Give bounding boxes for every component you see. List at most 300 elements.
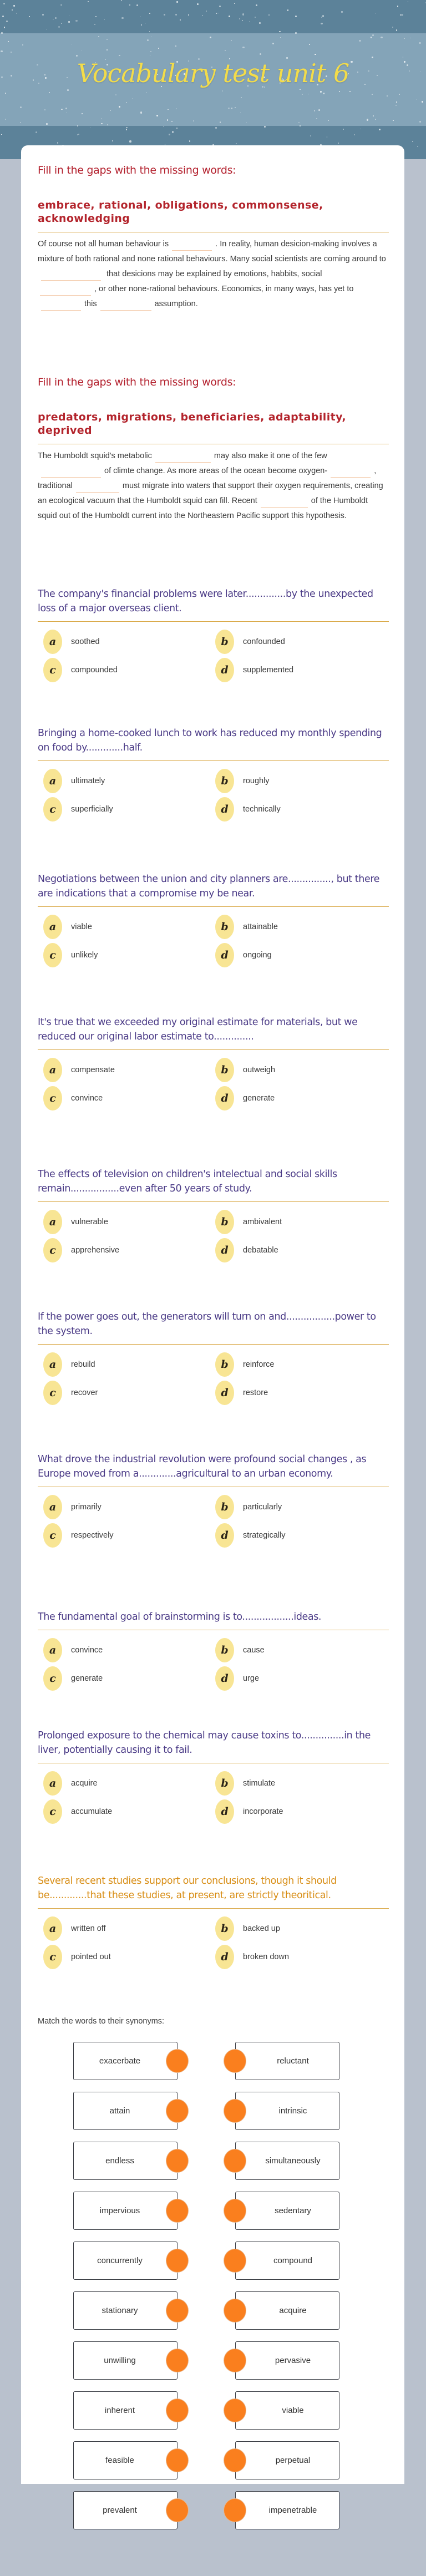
match-left-label: exacerbate — [99, 2056, 141, 2066]
match-left-label: inherent — [104, 2406, 135, 2415]
match-right-item[interactable] — [235, 2092, 339, 2130]
option-label: supplemented — [243, 666, 294, 675]
snowflake-decoration — [6, 21, 8, 22]
option-d[interactable] — [215, 797, 281, 822]
snowflake-decoration — [322, 15, 324, 17]
option-letter-badge: b — [215, 769, 234, 793]
option-label: soothed — [71, 637, 100, 646]
snowflake-decoration — [206, 11, 207, 12]
snowflake-decoration — [295, 32, 297, 34]
match-right-item[interactable] — [235, 2291, 339, 2330]
snowflake-decoration — [256, 4, 257, 6]
match-left-item[interactable] — [73, 2042, 178, 2080]
option-c[interactable] — [43, 1945, 111, 1969]
snowflake-decoration — [61, 23, 62, 24]
text-fragment: of the Humboldt squid out of the Humboldt current into the Northeastern Pacific support this hypothesis. — [38, 496, 368, 520]
fill-heading: Fill in the gaps with the missing words: — [38, 164, 236, 176]
snowflake-decoration — [78, 134, 79, 135]
question-text: The company's financial problems were later..............by the unexpected loss of a major overseas client. — [38, 589, 373, 614]
snowflake-decoration — [392, 27, 393, 28]
option-label: compensate — [71, 1066, 115, 1074]
option-b[interactable] — [215, 1352, 274, 1377]
snowflake-decoration — [176, 128, 178, 129]
text-fragment: of climte change. As more areas of the ocean become oxygen- — [104, 466, 328, 475]
question-text: Several recent studies support our conclusions, though it should be.............that these studies, at present, are strictly theoritical. — [38, 1875, 337, 1901]
snowflake-decoration — [225, 50, 226, 51]
match-connector-dot[interactable] — [166, 2199, 189, 2223]
option-label: compounded — [71, 666, 118, 675]
option-letter-badge: b — [215, 1495, 234, 1519]
option-label: superficially — [71, 805, 113, 814]
text-fragment: this — [84, 300, 97, 308]
question-text: Prolonged exposure to the chemical may cause toxins to...............in the liver, potentially causing it to fail. — [38, 1730, 371, 1756]
option-b[interactable] — [215, 769, 270, 793]
option-letter-badge: a — [43, 1771, 62, 1796]
match-connector-dot[interactable] — [166, 2249, 189, 2273]
option-d[interactable] — [215, 1666, 259, 1691]
snowflake-decoration — [126, 129, 127, 130]
match-right-item[interactable] — [235, 2391, 339, 2430]
snowflake-decoration — [149, 31, 150, 32]
option-a[interactable] — [43, 915, 92, 939]
snowflake-decoration — [36, 131, 37, 133]
match-right-item[interactable] — [235, 2242, 339, 2280]
snowflake-decoration — [327, 136, 328, 138]
option-d[interactable] — [215, 1523, 286, 1548]
option-letter-badge: b — [215, 1916, 234, 1941]
option-label: primarily — [71, 1503, 102, 1512]
snowflake-decoration — [176, 1, 178, 2]
option-letter-badge: b — [215, 630, 234, 654]
option-label: recover — [71, 1388, 98, 1397]
match-left-item[interactable] — [73, 2341, 178, 2380]
options-grid — [38, 1638, 389, 1693]
option-b[interactable] — [215, 1210, 282, 1234]
match-right-item[interactable] — [235, 2142, 339, 2180]
option-letter-badge: c — [43, 1086, 62, 1110]
option-letter-badge: a — [43, 1495, 62, 1519]
gap-input[interactable] — [40, 283, 91, 296]
snowflake-decoration — [422, 101, 423, 102]
snowflake-decoration — [372, 94, 373, 95]
option-letter-badge: a — [43, 915, 62, 939]
question-text: What drove the industrial revolution were profound social changes , as Europe moved from a.............agricultural to an urban economy. — [38, 1454, 367, 1479]
option-d[interactable] — [215, 1799, 283, 1824]
option-c[interactable] — [43, 658, 118, 682]
snowflake-decoration — [58, 26, 60, 28]
snowflake-decoration — [46, 123, 48, 125]
option-letter-badge: d — [215, 1945, 234, 1969]
match-left-item[interactable] — [73, 2142, 178, 2180]
match-left-label: impervious — [99, 2206, 140, 2215]
snowflake-decoration — [379, 129, 381, 130]
option-letter-badge: d — [215, 1238, 234, 1262]
option-letter-badge: d — [215, 1799, 234, 1824]
divider — [38, 1908, 389, 1909]
snowflake-decoration — [77, 134, 78, 135]
text-fragment: that desicions may be explained by emotions, habbits, social — [106, 270, 322, 278]
snowflake-decoration — [67, 89, 69, 91]
snowflake-decoration — [402, 14, 403, 16]
option-a[interactable] — [43, 1210, 108, 1234]
option-letter-badge: d — [215, 1086, 234, 1110]
snowflake-decoration — [343, 129, 344, 130]
option-letter-badge: b — [215, 1210, 234, 1234]
match-right-label: acquire — [279, 2306, 307, 2315]
gap-input[interactable] — [41, 268, 101, 281]
text-fragment: Of course not all human behaviour is — [38, 240, 169, 249]
question-text: The effects of television on children's intelectual and social skills remain.................even after 50 years of study. — [38, 1169, 337, 1194]
snowflake-decoration — [189, 140, 190, 141]
match-connector-dot[interactable] — [224, 2349, 246, 2372]
option-d[interactable] — [215, 943, 272, 967]
snowflake-decoration — [231, 108, 232, 109]
match-left-label: endless — [105, 2156, 134, 2166]
snowflake-decoration — [210, 37, 211, 38]
options-grid — [38, 1058, 389, 1113]
option-b[interactable] — [215, 1638, 265, 1662]
match-right-label: reluctant — [277, 2056, 309, 2066]
option-b[interactable] — [215, 630, 285, 654]
snowflake-decoration — [250, 21, 251, 22]
options-grid — [38, 769, 389, 824]
question-block — [38, 1167, 389, 1265]
snowflake-decoration — [259, 22, 261, 24]
option-d[interactable] — [215, 1945, 289, 1969]
divider — [38, 760, 389, 761]
option-letter-badge: b — [215, 1058, 234, 1082]
option-letter-badge: c — [43, 797, 62, 822]
match-left-item[interactable] — [73, 2242, 178, 2280]
snowflake-decoration — [268, 14, 270, 16]
snowflake-decoration — [53, 19, 54, 20]
option-a[interactable] — [43, 1771, 98, 1796]
worksheet-card — [21, 145, 404, 2515]
question-block — [38, 1452, 389, 1550]
option-c[interactable] — [43, 1086, 103, 1110]
snowflake-decoration — [321, 17, 322, 18]
match-connector-dot[interactable] — [224, 2498, 246, 2522]
question-block — [38, 1310, 389, 1408]
match-right-label: compound — [273, 2256, 313, 2265]
match-left-item[interactable] — [73, 2291, 178, 2330]
snowflake-decoration — [220, 121, 221, 123]
options-grid — [38, 1352, 389, 1408]
text-fragment: must migrate into waters that support their oxygen requirements, creating an ecological vacuum that the Humboldt squid can fill. Recent — [38, 481, 383, 505]
snowflake-decoration — [235, 107, 236, 108]
options-grid — [38, 915, 389, 970]
option-label: convince — [71, 1646, 103, 1655]
snowflake-decoration — [372, 34, 374, 36]
snowflake-decoration — [279, 31, 281, 33]
option-letter-badge: d — [215, 943, 234, 967]
match-connector-dot[interactable] — [166, 2299, 189, 2323]
snowflake-decoration — [129, 4, 130, 5]
snowflake-decoration — [55, 17, 57, 19]
options-grid — [38, 1916, 389, 1972]
gap-input[interactable] — [41, 298, 81, 311]
option-b[interactable] — [215, 1058, 275, 1082]
options-grid — [38, 1210, 389, 1265]
question-block — [38, 1874, 389, 1972]
snowflake-decoration — [94, 24, 95, 25]
snowflake-decoration — [88, 1, 89, 2]
snowflake-decoration — [236, 143, 237, 144]
option-letter-badge: b — [215, 1638, 234, 1662]
snowflake-decoration — [57, 142, 58, 143]
snowflake-decoration — [163, 126, 164, 127]
snowflake-decoration — [140, 111, 142, 113]
option-a[interactable] — [43, 769, 105, 793]
option-a[interactable] — [43, 1495, 102, 1519]
snowflake-decoration — [264, 126, 266, 128]
question-text: It's true that we exceeded my original estimate for materials, but we reduced our original labor estimate to.............. — [38, 1017, 358, 1042]
snowflake-decoration — [172, 131, 174, 133]
match-left-item[interactable] — [73, 2092, 178, 2130]
match-connector-dot[interactable] — [166, 2349, 189, 2372]
match-right-label: viable — [282, 2406, 304, 2415]
option-letter-badge: b — [215, 915, 234, 939]
option-letter-badge: a — [43, 1638, 62, 1662]
option-label: attainable — [243, 922, 278, 931]
option-letter-badge: d — [215, 797, 234, 822]
match-right-item[interactable] — [235, 2491, 339, 2529]
snowflake-decoration — [241, 97, 242, 98]
snowflake-decoration — [104, 19, 105, 20]
option-label: apprehensive — [71, 1246, 120, 1255]
snowflake-decoration — [408, 1, 409, 2]
option-a[interactable] — [43, 1916, 106, 1941]
text-fragment: assumption. — [154, 300, 198, 308]
option-d[interactable] — [215, 1086, 275, 1110]
divider — [38, 621, 389, 622]
option-letter-badge: c — [43, 1945, 62, 1969]
snowflake-decoration — [321, 23, 322, 24]
snowflake-decoration — [112, 140, 113, 141]
snowflake-decoration — [115, 94, 116, 95]
match-connector-dot[interactable] — [224, 2049, 246, 2073]
gap-input[interactable] — [331, 465, 371, 478]
snowflake-decoration — [61, 109, 62, 110]
snowflake-decoration — [4, 27, 5, 28]
option-c[interactable] — [43, 797, 113, 822]
snowflake-decoration — [381, 37, 382, 38]
option-letter-badge: a — [43, 1210, 62, 1234]
gap-input[interactable] — [261, 495, 308, 508]
snowflake-decoration — [68, 21, 70, 23]
options-grid — [38, 1771, 389, 1827]
option-a[interactable] — [43, 1058, 115, 1082]
question-block — [38, 1015, 389, 1113]
option-letter-badge: c — [43, 1381, 62, 1405]
match-connector-dot[interactable] — [166, 2049, 189, 2073]
snowflake-decoration — [315, 54, 316, 55]
snowflake-decoration — [373, 115, 374, 116]
gap-paragraph — [38, 237, 389, 312]
snowflake-decoration — [239, 18, 240, 19]
option-b[interactable] — [215, 1771, 275, 1796]
option-letter-badge: a — [43, 630, 62, 654]
option-label: cause — [243, 1646, 265, 1655]
option-letter-badge: c — [43, 1523, 62, 1548]
text-fragment: , or other none-rational behaviours. Economics, in many ways, has yet to — [94, 285, 354, 293]
option-label: backed up — [243, 1924, 280, 1933]
snowflake-decoration — [217, 13, 219, 14]
gap-input[interactable] — [155, 450, 211, 463]
match-right-label: impenetrable — [268, 2506, 317, 2515]
question-text: Bringing a home-cooked lunch to work has reduced my monthly spending on food by.............half. — [38, 728, 382, 753]
gap-input[interactable] — [100, 298, 151, 311]
snowflake-decoration — [136, 4, 138, 6]
option-label: urge — [243, 1674, 260, 1683]
page-title: Vocabulary test unit 6 — [77, 58, 349, 88]
snowflake-decoration — [234, 3, 235, 4]
match-left-item[interactable] — [73, 2491, 178, 2529]
option-b[interactable] — [215, 1916, 280, 1941]
option-c[interactable] — [43, 943, 98, 967]
snowflake-decoration — [121, 0, 122, 1]
match-right-label: pervasive — [275, 2356, 311, 2365]
snowflake-decoration — [320, 91, 322, 93]
snowflake-decoration — [403, 57, 404, 58]
match-connector-dot[interactable] — [224, 2249, 246, 2273]
match-connector-dot[interactable] — [166, 2149, 189, 2173]
match-connector-dot[interactable] — [166, 2099, 189, 2123]
word-bank: predators, migrations, beneficiaries, adaptability, deprived — [38, 411, 347, 437]
option-c[interactable] — [43, 1666, 103, 1691]
word-bank: embrace, rational, obligations, commonsense, acknowledging — [38, 199, 323, 225]
option-d[interactable] — [215, 1238, 278, 1262]
option-letter-badge: d — [215, 658, 234, 682]
match-right-label: sedentary — [275, 2206, 311, 2215]
option-letter-badge: a — [43, 1058, 62, 1082]
snowflake-decoration — [272, 43, 274, 44]
option-c[interactable] — [43, 1238, 119, 1262]
snowflake-decoration — [287, 9, 289, 11]
match-connector-dot[interactable] — [224, 2398, 246, 2422]
snowflake-decoration — [132, 98, 133, 99]
option-b[interactable] — [215, 915, 278, 939]
snowflake-decoration — [98, 36, 99, 37]
option-letter-badge: c — [43, 943, 62, 967]
snowflake-decoration — [216, 13, 217, 14]
option-a[interactable] — [43, 630, 100, 654]
snowflake-decoration — [400, 14, 402, 16]
match-left-item[interactable] — [73, 2192, 178, 2230]
match-right-item[interactable] — [235, 2341, 339, 2380]
match-connector-dot[interactable] — [224, 2299, 246, 2323]
text-fragment: . In reality, human desicion-making involves a mixture of both rational and none rational behaviours. Many social scientists are coming around to — [38, 240, 386, 263]
option-letter-badge: d — [215, 1523, 234, 1548]
option-c[interactable] — [43, 1523, 114, 1548]
option-label: particularly — [243, 1503, 282, 1512]
option-label: acquire — [71, 1779, 98, 1788]
snowflake-decoration — [12, 9, 13, 11]
option-d[interactable] — [215, 1381, 268, 1405]
option-label: generate — [243, 1094, 275, 1103]
option-label: viable — [71, 922, 92, 931]
option-a[interactable] — [43, 1638, 103, 1662]
match-right-item[interactable] — [235, 2192, 339, 2230]
option-label: accumulate — [71, 1807, 113, 1816]
snowflake-decoration — [60, 4, 62, 6]
match-connector-dot[interactable] — [166, 2398, 189, 2422]
gap-input[interactable] — [172, 239, 212, 251]
snowflake-decoration — [397, 6, 399, 7]
match-right-item[interactable] — [235, 2441, 339, 2479]
snowflake-decoration — [129, 140, 131, 142]
option-letter-badge: a — [43, 769, 62, 793]
snowflake-decoration — [396, 29, 398, 31]
snowflake-decoration — [175, 45, 176, 47]
matching-section — [38, 2017, 389, 2026]
snowflake-decoration — [164, 14, 165, 16]
match-connector-dot[interactable] — [224, 2149, 246, 2173]
match-right-item[interactable] — [235, 2042, 339, 2080]
question-block — [38, 587, 389, 685]
option-letter-badge: d — [215, 1381, 234, 1405]
snowflake-decoration — [387, 95, 388, 97]
option-d[interactable] — [215, 658, 293, 682]
snowflake-decoration — [367, 119, 368, 120]
option-letter-badge: b — [215, 1352, 234, 1377]
snowflake-decoration — [309, 44, 310, 45]
option-label: confounded — [243, 637, 285, 646]
gap-input[interactable] — [41, 465, 101, 478]
snowflake-decoration — [202, 15, 203, 16]
match-left-item[interactable] — [73, 2441, 178, 2479]
option-c[interactable] — [43, 1381, 98, 1405]
snowflake-decoration — [323, 93, 324, 94]
snowflake-decoration — [300, 125, 301, 126]
snowflake-decoration — [242, 20, 243, 21]
match-connector-dot[interactable] — [224, 2448, 246, 2472]
option-label: technically — [243, 805, 281, 814]
option-b[interactable] — [215, 1495, 282, 1519]
snowflake-decoration — [242, 47, 244, 48]
match-left-label: feasible — [105, 2456, 134, 2465]
match-connector-dot[interactable] — [224, 2099, 246, 2123]
option-label: debatable — [243, 1246, 278, 1255]
snowflake-decoration — [229, 16, 230, 17]
option-c[interactable] — [43, 1799, 112, 1824]
snowflake-decoration — [219, 6, 221, 7]
question-block — [38, 872, 389, 970]
option-label: vulnerable — [71, 1218, 108, 1226]
match-left-item[interactable] — [73, 2391, 178, 2430]
option-letter-badge: c — [43, 1238, 62, 1262]
option-letter-badge: c — [43, 658, 62, 682]
snowflake-decoration — [341, 11, 343, 13]
snowflake-decoration — [76, 55, 78, 57]
matching-title: Match the words to their synonyms: — [38, 2017, 165, 2026]
snowflake-decoration — [2, 16, 4, 17]
gap-input[interactable] — [76, 480, 119, 493]
match-connector-dot[interactable] — [224, 2199, 246, 2223]
divider — [38, 1201, 389, 1202]
snowflake-decoration — [1, 50, 2, 52]
match-right-label: perpetual — [275, 2456, 311, 2465]
snowflake-decoration — [354, 134, 355, 135]
match-connector-dot[interactable] — [166, 2448, 189, 2472]
option-a[interactable] — [43, 1352, 95, 1377]
snowflake-decoration — [149, 13, 150, 14]
option-label: ultimately — [71, 777, 105, 785]
option-label: rebuild — [71, 1360, 95, 1369]
snowflake-decoration — [193, 120, 194, 121]
match-connector-dot[interactable] — [166, 2498, 189, 2522]
snowflake-decoration — [231, 40, 232, 41]
